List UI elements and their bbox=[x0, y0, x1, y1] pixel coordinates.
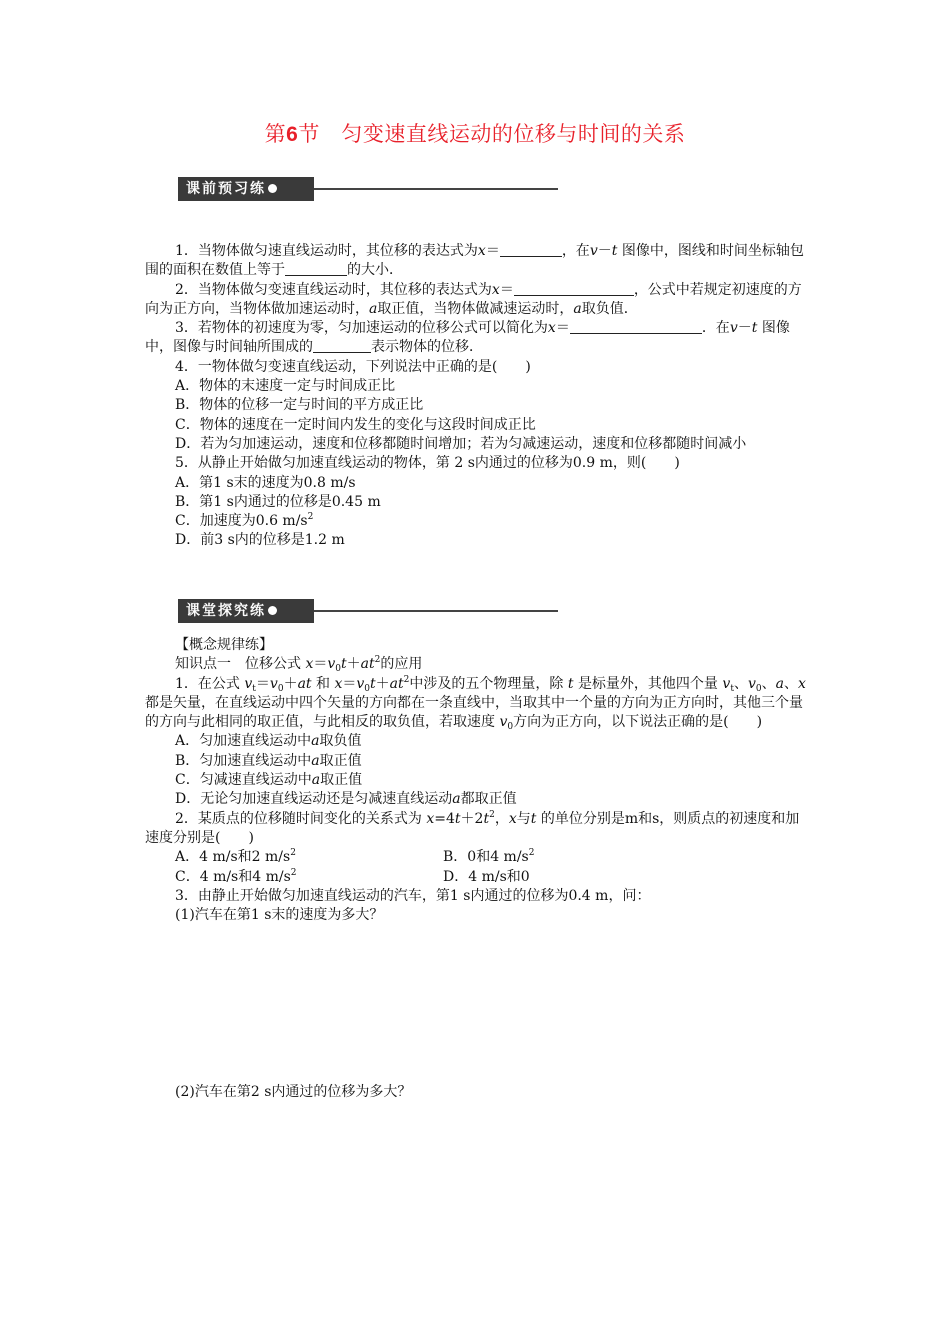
sub-question: (1)汽车在第1 s末的速度为多大？ bbox=[175, 907, 384, 924]
question: 3．若物体的初速度为零，匀加速运动的位移公式可以简化为x＝ ．在v－t 图像中，图像与时间轴所围成的 表示物体的位移． bbox=[145, 320, 790, 356]
question: 4．一物体做匀变速直线运动，下列说法中正确的是( ) bbox=[175, 358, 531, 375]
sub-question: (2)汽车在第2 s内通过的位移为多大？ bbox=[175, 1084, 412, 1100]
option: C．物体的速度在一定时间内发生的变化与这段时间成正比 bbox=[175, 416, 536, 433]
option: B．匀加速直线运动中a取正值 bbox=[175, 752, 362, 769]
option-row: A．4 m/s和2 $m/s^2$ B．0和4 $m/s^2$ bbox=[175, 848, 535, 866]
question: 5．从静止开始做匀加速直线运动的物体，第 2 s内通过的位移为0.9 m，则( ) bbox=[175, 455, 680, 472]
option: D．若为匀加速运动，速度和位移都随时间增加；若为匀减速运动，速度和位移都随时间减小 bbox=[175, 435, 747, 452]
option-row: C．4 m/s和4 $m/s^2$ D．4 m/s和0 bbox=[175, 867, 530, 885]
question: 1．在公式 $v_t=v_0+at$ 和 $x=v_0t+at^2$中涉及的五个物理量，除 t 是标量外，其他四个量 $v_t$、$v_0$、a、x 都是矢量，在直线运动中四个矢量的方向都在一条直线中，当取其中一个量的方向为正方向时，其他三个量的方向与此相同的取正值，与此相反的取负值，若取速度 $v_0$方向为正方向，以下说法正确的是( ) bbox=[145, 674, 806, 733]
bullet-icon bbox=[268, 606, 277, 615]
option: C．加速度为0.6 $m/s^2$ bbox=[175, 512, 314, 530]
bullet-icon bbox=[268, 184, 277, 193]
question: 1．当物体做匀速直线运动时，其位移的表达式为x＝ ，在v－t 图像中，图线和时间坐标轴包围的面积在数值上等于 的大小． bbox=[145, 243, 804, 279]
class-section-cont bbox=[145, 1083, 807, 1102]
question: 2．当物体做匀变速直线运动时，其位移的表达式为x＝ ，公式中若规定初速度的方向为正方向，当物体做加速运动时，a取正值，当物体做减速运动时，a取负值． bbox=[145, 281, 802, 317]
option: A．匀加速直线运动中a取负值 bbox=[175, 733, 362, 750]
option: B．物体的位移一定与时间的平方成正比 bbox=[175, 397, 424, 414]
knowledge-point: 知识点一 位移公式 $x=v_0t+at^2$的应用 bbox=[175, 655, 423, 675]
option: A．第1 s末的速度为0.8 m/s bbox=[175, 474, 356, 491]
option: D．无论匀加速直线运动还是匀减速直线运动a都取正值 bbox=[175, 791, 517, 808]
class-section bbox=[145, 636, 807, 925]
section-heading: 【概念规律练】 bbox=[175, 637, 273, 653]
option: C．匀减速直线运动中a取正值 bbox=[175, 772, 363, 789]
question: 2．某质点的位移随时间变化的关系式为 $x=4t+2t^2$，x与t 的单位分别是m和s，则质点的初速度和加速度分别是( ) bbox=[145, 809, 800, 846]
page-title: 第6节 匀变速直线运动的位移与时间的关系 bbox=[264, 122, 686, 146]
option: A．物体的末速度一定与时间成正比 bbox=[175, 378, 396, 395]
option: D．前3 s内的位移是1.2 m bbox=[175, 532, 345, 549]
preview-section bbox=[145, 242, 807, 551]
question: 3．由静止开始做匀加速直线运动的汽车，第1 s内通过的位移为0.4 m，问： bbox=[175, 887, 651, 904]
option: B．第1 s内通过的位移是0.45 m bbox=[175, 493, 381, 510]
